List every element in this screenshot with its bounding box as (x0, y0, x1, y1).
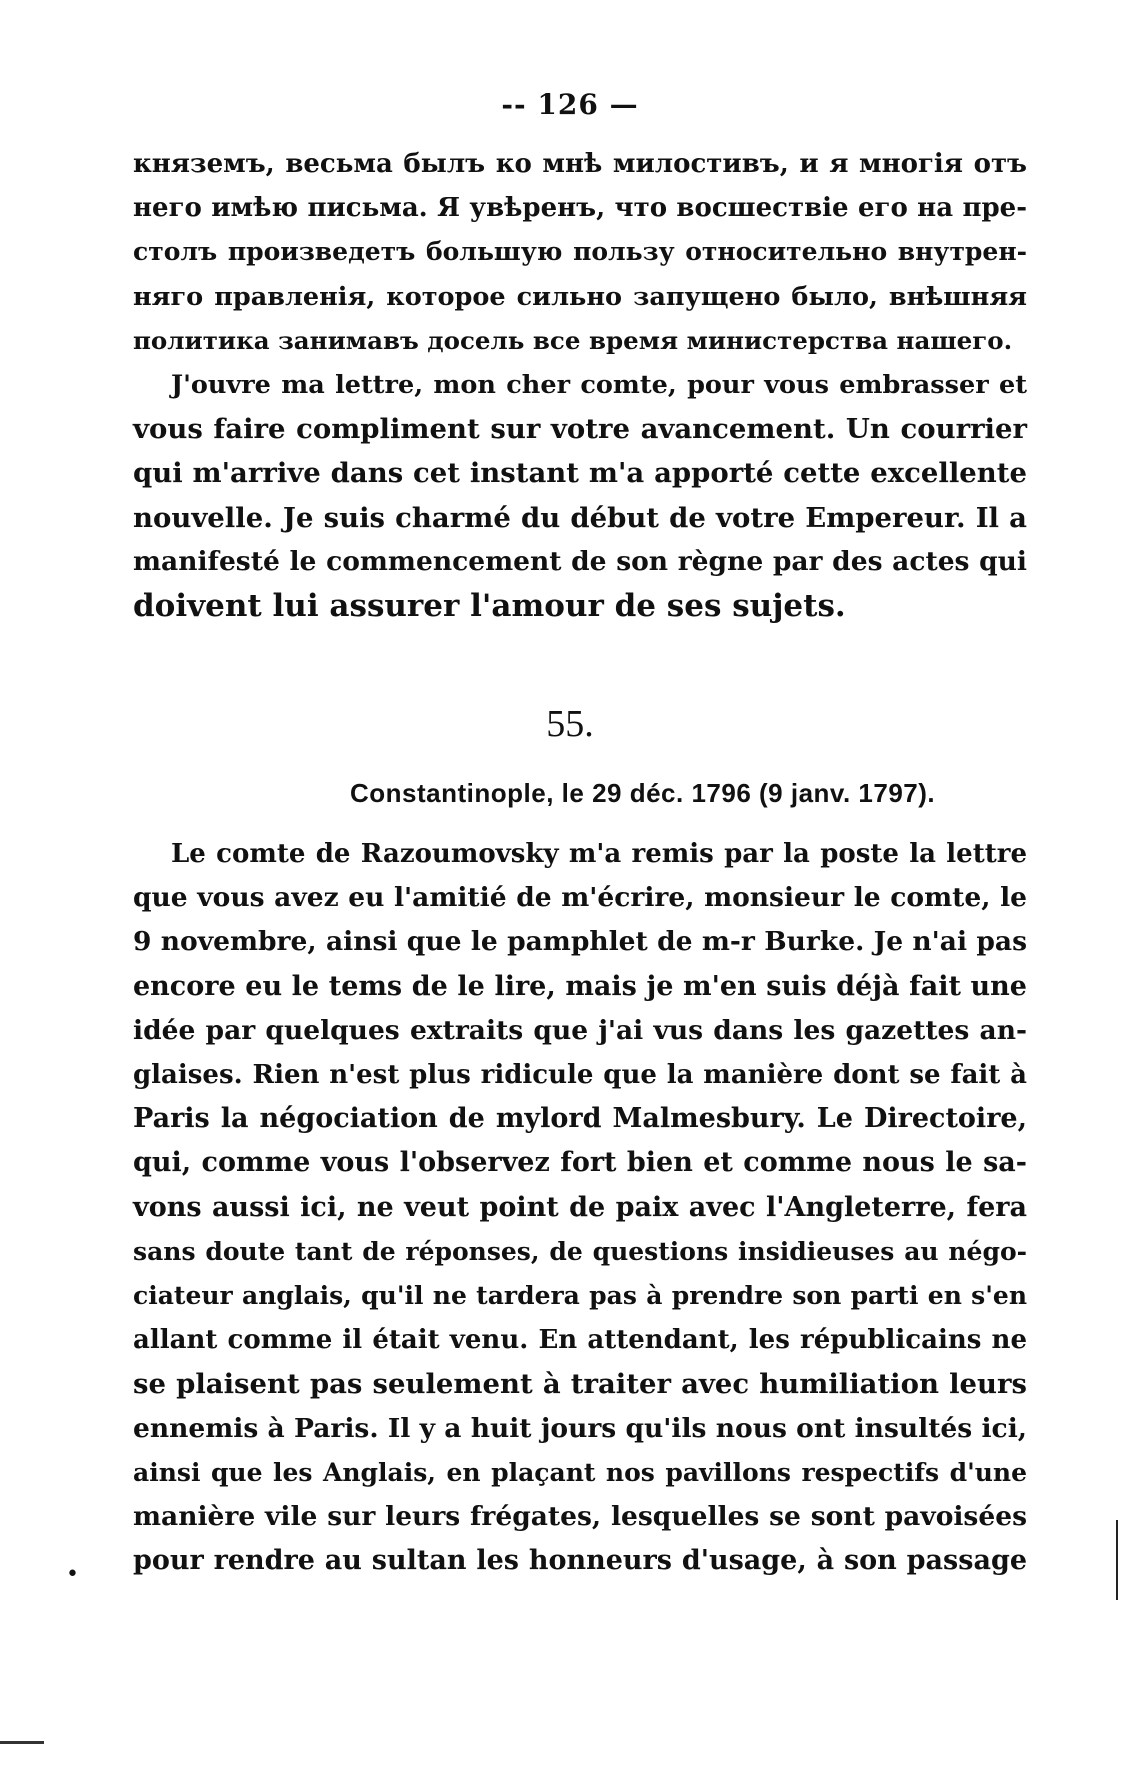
scan-edge-mark (1116, 1520, 1118, 1600)
text-line: pour rendre au sultan les honneurs d'usage, à son passage (133, 1545, 1027, 1577)
text-line: няго правленія, которое сильно запущено было, внѣшняя (133, 281, 1027, 312)
letter-dateline: Constantinople, le 29 déc. 1796 (9 janv. 1797). (350, 778, 936, 808)
text-line: политика занимавъ досель все время министерства нашего. (133, 325, 1013, 355)
text-line: manifesté le commencement de son règne par des actes qui (133, 545, 1027, 577)
text-line: княземъ, весьма былъ ко мнѣ милостивъ, и я многія отъ (133, 149, 1027, 179)
text-line: idée par quelques extraits que j'ai vus dans les gazettes an- (133, 1014, 1027, 1046)
text-line: ainsi que les Anglais, en plaçant nos pavillons respectifs d'une (133, 1457, 1027, 1487)
text-line: qui, comme vous l'observez fort bien et comme nous le sa- (133, 1147, 1027, 1179)
letter-body (133, 832, 1027, 1583)
scan-corner-mark (0, 1741, 44, 1744)
text-line: vons aussi ici, ne veut point de paix avec l'Angleterre, fera (133, 1191, 1027, 1223)
text-line: manière vile sur leurs frégates, lesquelles se sont pavoisées (133, 1501, 1027, 1533)
text-line: столъ произведетъ большую пользу относительно внутрен- (133, 237, 1027, 267)
text-line: него имѣю письма. Я увѣренъ, что восшествіе его на пре- (133, 193, 1027, 224)
text-line: sans doute tant de réponses, de questions insidieuses au négo- (133, 1236, 1027, 1266)
text-line: Le comte de Razoumovsky m'a remis par la poste la lettre (171, 839, 1027, 869)
margin-dot-icon: • (66, 1562, 79, 1587)
text-line: que vous avez eu l'amitié de m'écrire, monsieur le comte, le (133, 882, 1027, 914)
text-line: glaises. Rien n'est plus ridicule que la manière dont se fait à (133, 1060, 1027, 1091)
text-line: nouvelle. Je suis charmé du début de votre Empereur. Il a (133, 501, 1027, 534)
continued-letter-text (133, 142, 1027, 628)
text-line: allant comme il était venu. En attendant, les républicains ne (133, 1325, 1027, 1356)
text-line: encore eu le tems de le lire, mais je m'en suis déjà fait une (133, 970, 1027, 1002)
letter-number: 55. (546, 703, 594, 745)
page-number: -- 126 — (501, 88, 639, 121)
text-line: Paris la négociation de mylord Malmesbury. Le Directoire, (133, 1103, 1027, 1135)
text-line: qui m'arrive dans cet instant m'a apporté cette excellente (133, 457, 1027, 490)
text-line: ennemis à Paris. Il y a huit jours qu'ils nous ont insultés ici, (133, 1412, 1027, 1444)
text-line: ciateur anglais, qu'il ne tardera pas à prendre son parti en s'en (133, 1281, 1027, 1311)
text-line: se plaisent pas seulement à traiter avec humiliation leurs (133, 1368, 1027, 1401)
text-line: 9 novembre, ainsi que le pamphlet de m-r Burke. Je n'ai pas (133, 926, 1027, 958)
text-line: vous faire compliment sur votre avancement. Un courrier (133, 413, 1027, 446)
text-line: J'ouvre ma lettre, mon cher comte, pour vous embrasser et (171, 370, 1027, 401)
text-line: doivent lui assurer l'amour de ses sujets. (133, 588, 846, 625)
